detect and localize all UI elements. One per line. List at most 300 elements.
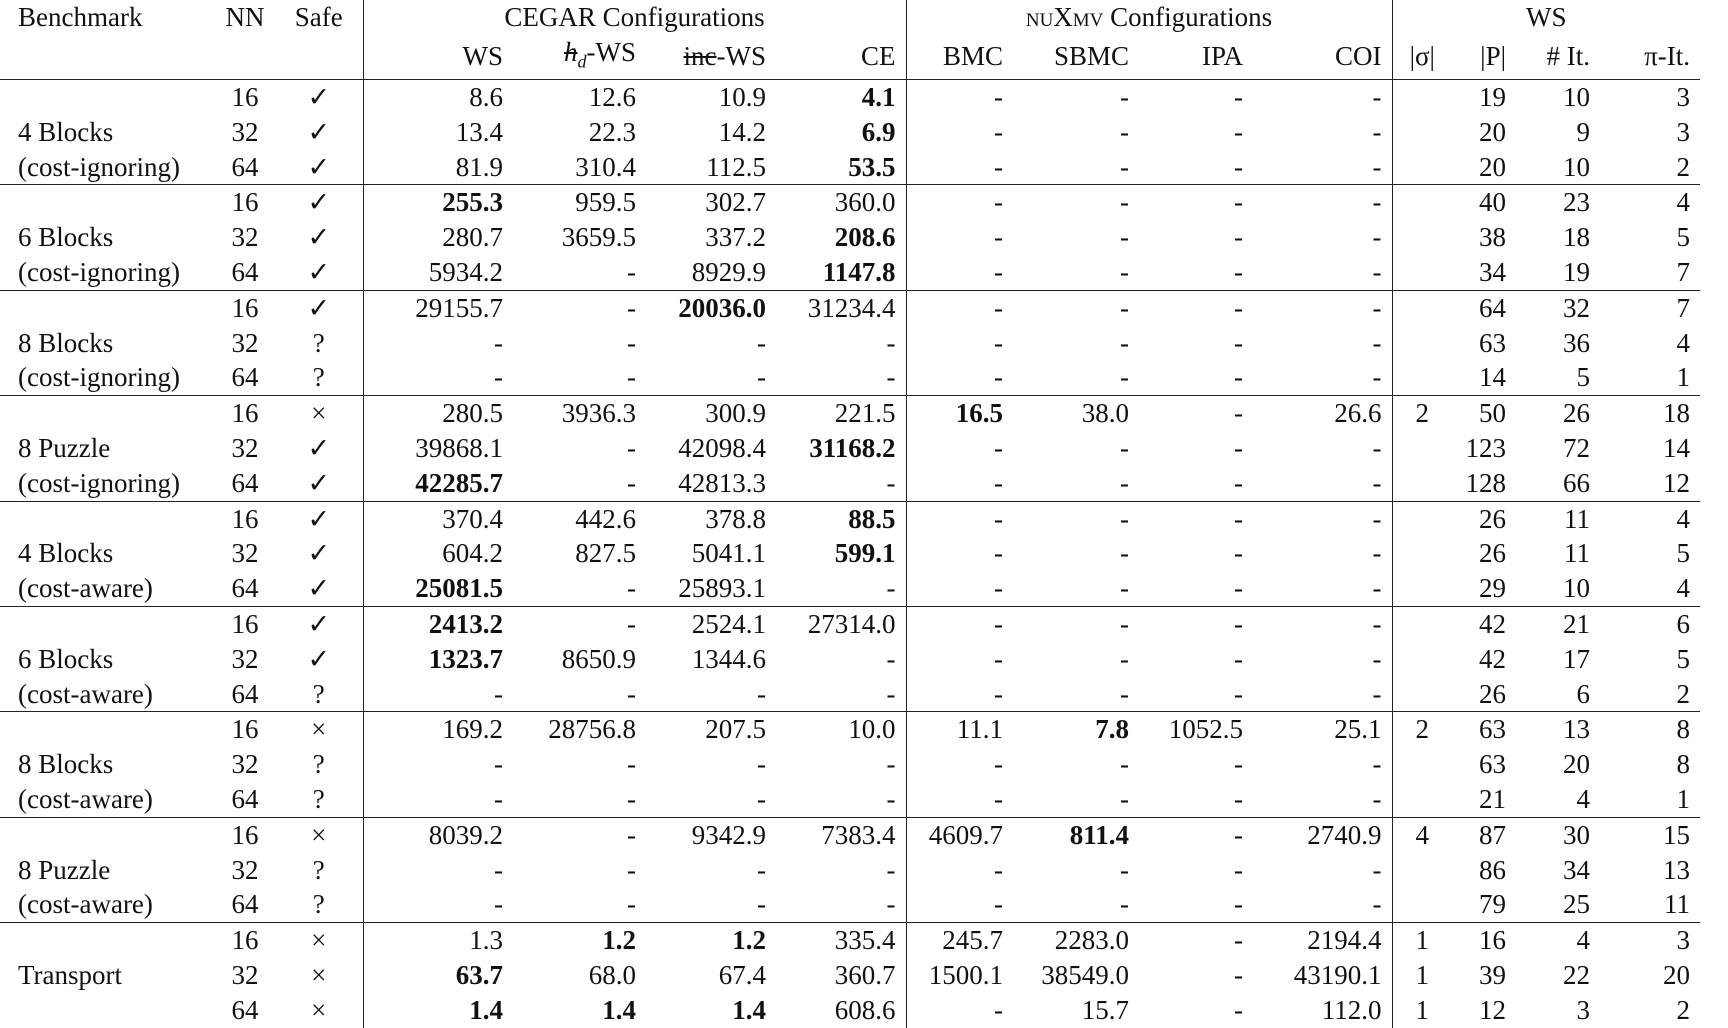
pi-cell: 11 (1664, 889, 1690, 920)
table-row (0, 220, 1700, 255)
sigma-cell (1392, 290, 1452, 325)
it-cell: 11 (1564, 538, 1590, 569)
sigma-cell (1392, 360, 1452, 395)
benchmark-variant: (cost-aware) (18, 573, 153, 604)
it-cell: 34 (1563, 854, 1590, 885)
bmc-cell: - (906, 782, 1013, 817)
coi-cell: - (1372, 362, 1382, 393)
pi-cell: 4 (1676, 573, 1690, 604)
safe-status-cell: × (275, 712, 363, 747)
ws-cell: 42285.7 (363, 466, 513, 501)
ipa-cell: - (1234, 994, 1243, 1025)
header-sigma: |σ| (1392, 35, 1452, 80)
safe-status-cell: ? (312, 749, 325, 780)
p-cell: 86 (1479, 854, 1506, 885)
nn-size-cell: 64 (231, 151, 259, 182)
safe-status-cell: ✓ (307, 256, 331, 287)
hd-cell: 22.3 (588, 116, 636, 147)
nn-size-cell: 64 (231, 678, 259, 709)
inc-cell: - (757, 749, 766, 780)
ipa-cell: - (1234, 678, 1243, 709)
benchmark-variant: (cost-ignoring) (18, 467, 180, 498)
table-row (0, 993, 1700, 1028)
sigma-cell (1392, 185, 1452, 220)
benchmark-variant: (cost-aware) (18, 678, 153, 709)
p-cell: 21 (1479, 783, 1506, 814)
ce-cell: 360.7 (834, 959, 896, 990)
bmc-cell: - (906, 290, 1013, 325)
nn-size-cell: 64 (231, 256, 259, 287)
sigma-cell (1392, 79, 1452, 114)
bmc-cell: - (906, 677, 1013, 712)
header-sbmc: SBMC (1013, 35, 1139, 80)
ws-cell: - (363, 747, 513, 782)
benchmark-cell-empty (0, 712, 215, 747)
header-inc-ws (646, 35, 776, 80)
header-coi: COI (1253, 35, 1392, 80)
nn-size-cell: 16 (215, 185, 275, 220)
nn-size-cell: 32 (231, 959, 259, 990)
benchmark-name: 8 Blocks (18, 327, 114, 358)
pi-cell: 1 (1676, 783, 1690, 814)
ipa-cell: - (1234, 432, 1243, 463)
safe-status-cell: ? (312, 783, 325, 814)
ipa-cell: - (1139, 79, 1253, 114)
safe-status-cell: ✓ (275, 290, 363, 325)
coi-cell: - (1253, 290, 1392, 325)
nn-size-cell: 32 (231, 222, 259, 253)
ipa-cell: - (1139, 396, 1253, 431)
header-ce: CE (776, 35, 906, 80)
sbmc-cell: 811.4 (1013, 817, 1139, 852)
nn-size-cell: 64 (231, 362, 259, 393)
ce-cell: 4.1 (776, 79, 906, 114)
safe-status-cell: × (275, 923, 363, 958)
inc-rest: -WS (716, 41, 766, 72)
benchmark-variant: (cost-ignoring) (18, 362, 180, 393)
benchmark-cell-empty (0, 185, 215, 220)
sbmc-cell: - (1120, 643, 1129, 674)
it-cell: 36 (1563, 327, 1590, 358)
ipa-cell: - (1234, 749, 1243, 780)
ce-cell: 1147.8 (822, 256, 896, 287)
ws-cell: 255.3 (363, 185, 513, 220)
benchmark-cell-empty (0, 396, 215, 431)
ipa-cell: - (1234, 643, 1243, 674)
sbmc-cell: - (1120, 783, 1129, 814)
header-hd-ws (513, 35, 646, 80)
ce-cell: 335.4 (776, 923, 906, 958)
ws-cell: 8039.2 (363, 817, 513, 852)
it-cell: 17 (1563, 643, 1590, 674)
nn-size-cell: 32 (231, 538, 259, 569)
safe-status-cell: ✓ (307, 116, 331, 147)
coi-cell: - (1372, 889, 1382, 920)
bmc-cell: 245.7 (906, 923, 1013, 958)
safe-status-cell: × (311, 994, 327, 1025)
bmc-cell: - (906, 642, 1013, 677)
safe-status-cell: × (311, 959, 327, 990)
ipa-cell: - (1139, 290, 1253, 325)
ce-cell: - (886, 678, 896, 709)
table-row (0, 958, 1700, 993)
ipa-cell: - (1139, 501, 1253, 536)
p-cell: 20 (1479, 116, 1506, 147)
hd-cell: 442.6 (513, 501, 646, 536)
p-cell: 19 (1452, 79, 1516, 114)
hd-cell: 28756.8 (513, 712, 646, 747)
sbmc-cell: - (1120, 151, 1129, 182)
benchmark-name: Transport (18, 959, 123, 990)
sbmc-cell: - (1120, 116, 1129, 147)
hd-cell: 68.0 (588, 959, 636, 990)
header-cegar-group: CEGAR Configurations (363, 0, 906, 35)
sigma-cell (1392, 782, 1452, 817)
benchmark-variant: (cost-aware) (18, 783, 153, 814)
ws-cell: 1323.7 (363, 642, 513, 677)
p-cell: 29 (1479, 573, 1506, 604)
ipa-cell: 1052.5 (1139, 712, 1253, 747)
hd-cell: - (513, 606, 646, 641)
it-cell: 23 (1516, 185, 1600, 220)
ipa-cell: - (1234, 854, 1243, 885)
benchmark-name: 8 Blocks (18, 749, 114, 780)
sbmc-cell: 38.0 (1013, 396, 1139, 431)
ce-cell: 31234.4 (776, 290, 906, 325)
coi-cell: - (1372, 643, 1382, 674)
sbmc-cell: - (1120, 256, 1129, 287)
sbmc-cell: - (1120, 222, 1129, 253)
header-row-1 (0, 0, 1700, 35)
bmc-cell: - (906, 466, 1013, 501)
ws-cell: - (363, 360, 513, 395)
pi-cell: 7 (1600, 290, 1700, 325)
nn-size-cell: 32 (231, 116, 259, 147)
ws-cell: - (363, 782, 513, 817)
sbmc-cell: - (1120, 678, 1129, 709)
inc-cell: 378.8 (646, 501, 776, 536)
coi-cell: - (1372, 432, 1382, 463)
ce-cell: 10.0 (776, 712, 906, 747)
ws-cell: 13.4 (363, 115, 513, 150)
benchmark-name: 8 Puzzle (18, 432, 111, 463)
bmc-cell: - (906, 150, 1013, 185)
benchmark-cell-empty (0, 923, 215, 958)
bmc-cell: - (906, 606, 1013, 641)
p-cell: 26 (1479, 538, 1506, 569)
p-cell: 63 (1452, 712, 1516, 747)
it-cell: 18 (1563, 222, 1590, 253)
safe-status-cell: ✓ (275, 79, 363, 114)
inc-cell: 10.9 (646, 79, 776, 114)
hd-cell: - (627, 678, 636, 709)
header-benchmark: Benchmark (18, 2, 143, 32)
coi-cell: - (1372, 116, 1382, 147)
coi-cell: - (1253, 501, 1392, 536)
table-row (0, 923, 1700, 958)
ipa-cell: - (1234, 362, 1243, 393)
sigma-cell (1392, 642, 1452, 677)
it-cell: 4 (1576, 783, 1590, 814)
bmc-cell: - (906, 431, 1013, 466)
benchmark-cell-empty (0, 606, 215, 641)
pi-cell: 12 (1663, 467, 1690, 498)
sbmc-cell: - (1120, 467, 1129, 498)
ws-cell: 604.2 (363, 536, 513, 571)
sbmc-cell: - (1013, 606, 1139, 641)
coi-cell: - (1253, 185, 1392, 220)
pi-cell: 8 (1600, 712, 1700, 747)
pi-cell: 4 (1676, 327, 1690, 358)
table-row (0, 606, 1700, 641)
inc-cell: 300.9 (646, 396, 776, 431)
ws-cell: 1.4 (363, 993, 513, 1028)
benchmark-cell-empty (0, 501, 215, 536)
ce-cell: - (886, 749, 896, 780)
sigma-cell (1392, 747, 1452, 782)
coi-cell: - (1372, 222, 1382, 253)
inc-cell: 207.5 (646, 712, 776, 747)
bmc-cell: - (906, 255, 1013, 290)
bmc-cell: - (906, 326, 1013, 361)
coi-cell: 112.0 (1321, 994, 1382, 1025)
p-cell: 12 (1479, 994, 1506, 1025)
safe-status-cell: ? (312, 678, 325, 709)
sbmc-cell: - (1013, 79, 1139, 114)
ce-cell: 599.1 (834, 538, 896, 569)
benchmark-name: 6 Blocks (18, 643, 114, 674)
it-cell: 72 (1563, 432, 1590, 463)
ce-cell: - (886, 889, 896, 920)
pi-cell: 3 (1600, 923, 1700, 958)
safe-status-cell: ? (312, 327, 325, 358)
inc-cell: - (757, 854, 766, 885)
hd-cell: 3936.3 (513, 396, 646, 431)
coi-cell: - (1372, 151, 1382, 182)
sigma-cell (1392, 150, 1452, 185)
table-row (0, 150, 1700, 185)
ipa-cell: - (1234, 959, 1243, 990)
hd-cell: - (627, 749, 636, 780)
ws-cell: 280.7 (363, 220, 513, 255)
coi-cell: - (1372, 678, 1382, 709)
hd-cell: - (627, 256, 636, 287)
pi-cell: 5 (1676, 643, 1690, 674)
it-cell: 6 (1576, 678, 1590, 709)
sbmc-cell: - (1013, 501, 1139, 536)
ws-cell: 8.6 (363, 79, 513, 114)
ce-cell: 53.5 (848, 151, 896, 182)
table-row (0, 536, 1700, 571)
sigma-cell (1392, 571, 1452, 606)
coi-cell: 25.1 (1253, 712, 1392, 747)
sigma-cell: 2 (1392, 712, 1452, 747)
safe-status-cell: ✓ (307, 222, 331, 253)
ce-cell: 88.5 (776, 501, 906, 536)
it-cell: 20 (1563, 749, 1590, 780)
pi-cell: 5 (1676, 538, 1690, 569)
coi-cell: - (1372, 783, 1382, 814)
it-cell: 10 (1563, 151, 1590, 182)
ws-cell: 81.9 (363, 150, 513, 185)
ipa-cell: - (1234, 538, 1243, 569)
ws-cell: 29155.7 (363, 290, 513, 325)
coi-cell: - (1253, 606, 1392, 641)
sbmc-cell: - (1120, 889, 1129, 920)
pi-cell: 15 (1600, 817, 1700, 852)
table-row (0, 79, 1700, 114)
hd-cell: - (627, 889, 636, 920)
ce-cell: 608.6 (834, 994, 896, 1025)
nn-size-cell: 32 (231, 749, 259, 780)
ce-cell: 360.0 (776, 185, 906, 220)
it-cell: 30 (1516, 817, 1600, 852)
coi-cell: - (1372, 538, 1382, 569)
pi-cell: 3 (1600, 79, 1700, 114)
header-row-2 (0, 35, 1700, 80)
p-cell: 16 (1452, 923, 1516, 958)
safe-status-cell: ? (312, 362, 325, 393)
table-row (0, 501, 1700, 536)
nn-size-cell: 16 (215, 606, 275, 641)
ws-cell: 5934.2 (363, 255, 513, 290)
coi-cell: - (1372, 749, 1382, 780)
benchmark-variant: (cost-aware) (18, 889, 153, 920)
it-cell: 25 (1563, 889, 1590, 920)
hd-cell: - (627, 854, 636, 885)
coi-cell: - (1372, 256, 1382, 287)
nn-size-cell: 16 (215, 817, 275, 852)
ws-cell: 280.5 (363, 396, 513, 431)
p-cell: 26 (1479, 678, 1506, 709)
inc-cell: 8929.9 (691, 256, 766, 287)
it-cell: 9 (1576, 116, 1590, 147)
hd-cell: 1.4 (602, 994, 636, 1025)
table-row (0, 712, 1700, 747)
sbmc-cell: - (1120, 432, 1129, 463)
coi-cell: - (1372, 573, 1382, 604)
header-ipa: IPA (1139, 35, 1253, 80)
header-it: # It. (1516, 35, 1600, 80)
pi-cell: 8 (1676, 749, 1690, 780)
safe-status-cell: × (275, 396, 363, 431)
table-row (0, 115, 1700, 150)
benchmark-variant: (cost-ignoring) (18, 151, 180, 182)
sbmc-cell: - (1120, 854, 1129, 885)
safe-status-cell: ✓ (307, 643, 331, 674)
nn-size-cell: 64 (231, 783, 259, 814)
sigma-cell (1392, 887, 1452, 922)
nn-size-cell: 16 (215, 79, 275, 114)
pi-cell: 5 (1676, 222, 1690, 253)
nuxmv-suffix: Configurations (1103, 2, 1273, 32)
sigma-cell (1392, 220, 1452, 255)
p-cell: 87 (1452, 817, 1516, 852)
hd-cell: 12.6 (513, 79, 646, 114)
ce-cell: - (886, 362, 896, 393)
benchmark-cell-empty (0, 817, 215, 852)
ipa-cell: - (1139, 923, 1253, 958)
ws-cell: 63.7 (363, 958, 513, 993)
coi-cell: - (1372, 467, 1382, 498)
hd-cell: 959.5 (513, 185, 646, 220)
bmc-cell: - (906, 536, 1013, 571)
nn-size-cell: 64 (231, 889, 259, 920)
bmc-cell: - (906, 501, 1013, 536)
inc-cell: 2524.1 (646, 606, 776, 641)
benchmark-cell-empty (0, 79, 215, 114)
ce-cell: - (886, 327, 896, 358)
it-cell: 21 (1516, 606, 1600, 641)
hd-cell: - (513, 817, 646, 852)
nn-size-cell: 32 (231, 327, 259, 358)
table-row (0, 782, 1700, 817)
p-cell: 64 (1452, 290, 1516, 325)
sigma-cell (1392, 501, 1452, 536)
ce-cell: 31168.2 (809, 432, 896, 463)
safe-status-cell: ✓ (307, 573, 331, 604)
hd-cell: - (627, 327, 636, 358)
pi-cell: 1 (1676, 362, 1690, 393)
sigma-cell (1392, 853, 1452, 888)
it-cell: 26 (1516, 396, 1600, 431)
table-row (0, 360, 1700, 395)
sbmc-cell: - (1013, 290, 1139, 325)
safe-status-cell: × (275, 817, 363, 852)
bmc-cell: - (906, 220, 1013, 255)
sbmc-cell: 38549.0 (1041, 959, 1129, 990)
inc-cell: 337.2 (705, 222, 766, 253)
p-cell: 39 (1479, 959, 1506, 990)
benchmark-variant: (cost-ignoring) (18, 256, 180, 287)
table-row (0, 853, 1700, 888)
hd-rest: -WS (586, 36, 636, 67)
ipa-cell: - (1234, 256, 1243, 287)
ipa-cell: - (1234, 889, 1243, 920)
sigma-cell: 2 (1392, 396, 1452, 431)
pi-cell: 14 (1663, 432, 1690, 463)
sigma-cell: 4 (1392, 817, 1452, 852)
ipa-cell: - (1234, 222, 1243, 253)
it-cell: 13 (1516, 712, 1600, 747)
sbmc-cell: - (1120, 538, 1129, 569)
inc-cell: 25893.1 (678, 573, 766, 604)
header-nn: NN (225, 2, 265, 32)
nn-size-cell: 64 (231, 994, 259, 1025)
p-cell: 63 (1479, 327, 1506, 358)
ce-cell: - (886, 783, 896, 814)
sbmc-cell: - (1013, 185, 1139, 220)
hd-cell: - (627, 783, 636, 814)
bmc-cell: - (906, 853, 1013, 888)
table-row (0, 185, 1700, 220)
inc-cell: - (757, 327, 766, 358)
table-row (0, 290, 1700, 325)
p-cell: 63 (1479, 749, 1506, 780)
hd-cell: 3659.5 (561, 222, 636, 253)
table-row (0, 817, 1700, 852)
hd-cell: - (627, 362, 636, 393)
sbmc-cell: - (1120, 362, 1129, 393)
nn-size-cell: 32 (231, 854, 259, 885)
inc-cell: - (757, 678, 766, 709)
it-cell: 22 (1563, 959, 1590, 990)
table-row (0, 255, 1700, 290)
pi-cell: 2 (1676, 678, 1690, 709)
sbmc-cell: 7.8 (1013, 712, 1139, 747)
sigma-cell (1392, 255, 1452, 290)
bmc-cell: 4609.7 (906, 817, 1013, 852)
